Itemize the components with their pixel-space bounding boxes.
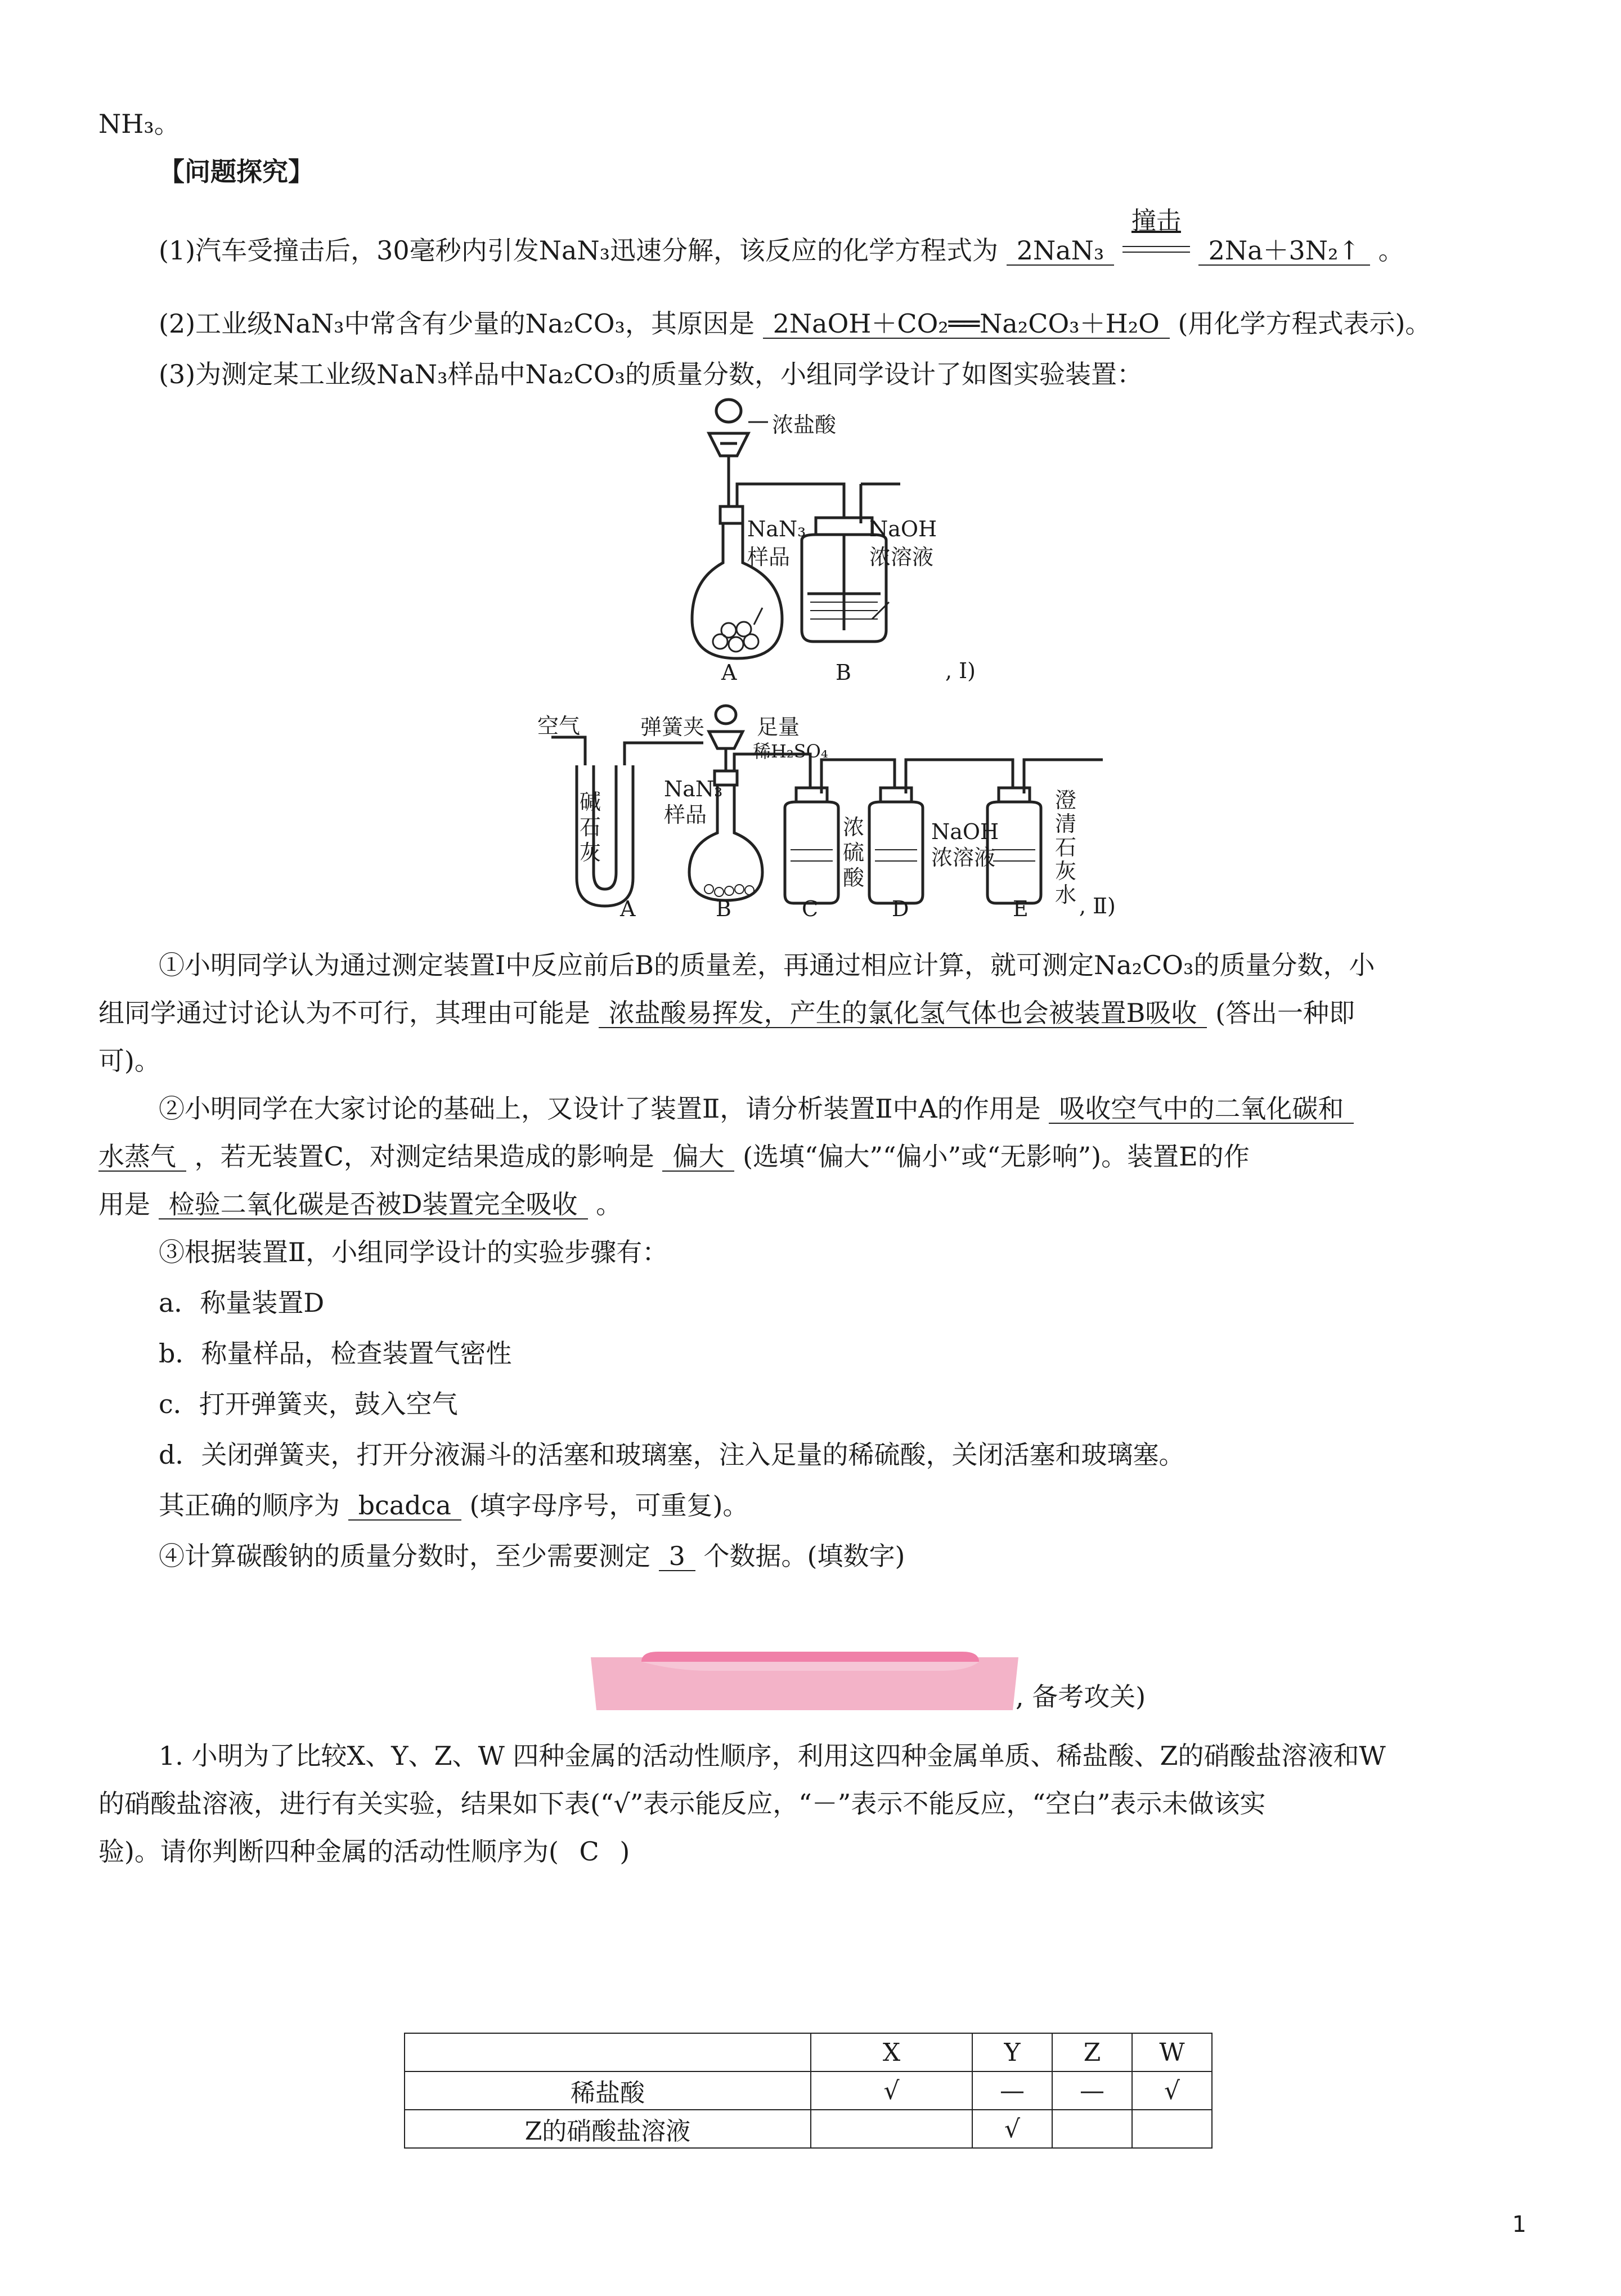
table-cell — [1052, 2110, 1132, 2148]
banner-text: , 备考攻关) — [1016, 1681, 1146, 1712]
fig2-limewater-4: 灰 — [1055, 859, 1077, 884]
table-row — [405, 2071, 1212, 2110]
sub3-step-c: c．打开弹簧夹，鼓入空气 — [159, 1389, 458, 1419]
sub2-line-3 — [98, 1187, 622, 1221]
page-number: 1 — [1512, 2212, 1526, 2237]
table-header-cell — [405, 2033, 811, 2071]
fig2-conc-sulfuric-2: 硫 — [843, 840, 865, 865]
fig2-sample-1: NaN₃ — [664, 777, 723, 801]
sub3-order-answer: bcadca — [348, 1491, 461, 1521]
fig2-label-e: E — [1013, 896, 1029, 921]
table-cell — [1132, 2110, 1212, 2148]
q1-condition-text: 撞击 — [1131, 207, 1181, 235]
sub2-answer-1-cont: 水蒸气 — [98, 1142, 186, 1172]
fig1-label-b: B — [836, 660, 851, 685]
q2-answer: 2NaOH＋CO₂══Na₂CO₃＋H₂O — [763, 310, 1170, 339]
question-2 — [159, 307, 1431, 340]
sub2-line3-suffix: 。 — [596, 1189, 622, 1219]
practice1-line-2: 的硝酸盐溶液，进行有关实验，结果如下表(“√”表示能反应，“－”表示不能反应，“空白”表示未做该实 — [98, 1788, 1266, 1819]
table-cell: — — [972, 2071, 1052, 2110]
fig2-acid-1: 足量 — [757, 715, 800, 739]
table-header-cell: Y — [972, 2033, 1052, 2071]
q2-prefix: (2)工业级NaN₃中常含有少量的Na₂CO₃，其原因是 — [159, 308, 755, 339]
table-header-cell: Z — [1052, 2033, 1132, 2071]
experiment-table — [404, 2033, 1213, 2149]
table-row — [405, 2110, 1212, 2148]
q1-condition — [1122, 207, 1190, 253]
sub3-order — [159, 1488, 748, 1522]
sub2-suffix: (选填“偏大”“偏小”或“无影响”)。装置E的作 — [743, 1141, 1250, 1172]
practice1-suffix: ) — [619, 1836, 630, 1867]
fig2-limewater-5: 水 — [1055, 882, 1077, 907]
sub2-mid: ，若无装置C，对测定结果造成的影响是 — [194, 1141, 654, 1172]
sub3-intro: ③根据装置Ⅱ，小组同学设计的实验步骤有： — [159, 1237, 668, 1267]
fig2-label-c: C — [802, 896, 819, 921]
fig2-label-d: D — [892, 896, 909, 921]
sub4-line — [159, 1539, 905, 1573]
sub2-line-1 — [159, 1092, 1354, 1125]
fig2-air: 空气 — [537, 714, 581, 738]
question-1 — [159, 207, 1404, 267]
fig2-acid-2: 稀H₂SO₄ — [753, 741, 828, 762]
q1-answer-right: 2Na＋3N₂↑ — [1198, 236, 1370, 266]
fig2-label-b: B — [716, 896, 731, 921]
sub2-line3-prefix: 用是 — [98, 1189, 150, 1219]
fig2-label-a: A — [620, 896, 636, 921]
sub1-prefix: 组同学通过讨论认为不可行，其理由可能是 — [98, 998, 590, 1028]
fig1-bottle-label-1: NaOH — [869, 517, 937, 541]
fig2-limewater-3: 石 — [1055, 835, 1077, 860]
sub3-order-suffix: (填字母序号，可重复)。 — [469, 1490, 749, 1521]
fig2-soda-lime-3: 灰 — [580, 840, 601, 865]
table-cell: √ — [972, 2110, 1052, 2148]
sub3-step-b: b．称量样品，检查装置气密性 — [159, 1338, 512, 1369]
sub1-suffix: (答出一种即 — [1215, 998, 1355, 1028]
q1-prefix: (1)汽车受撞击后，30毫秒内引发NaN₃迅速分解，该反应的化学方程式为 — [159, 235, 999, 266]
sub2-line-2 — [98, 1140, 1250, 1173]
fig2-naoh-1: NaOH — [931, 819, 999, 844]
table-header-row — [405, 2033, 1212, 2071]
fig2-soda-lime-1: 碱 — [580, 790, 601, 814]
practice1-line-3 — [98, 1835, 630, 1868]
practice1-prefix: 验)。请你判断四种金属的活动性顺序为( — [98, 1836, 559, 1867]
table-cell: Z的硝酸盐溶液 — [405, 2110, 811, 2148]
sub3-step-d: d．关闭弹簧夹，打开分液漏斗的活塞和玻璃塞，注入足量的稀硫酸，关闭活塞和玻璃塞。 — [159, 1440, 1185, 1470]
fig2-sample-2: 样品 — [664, 802, 707, 827]
fig2-limewater-2: 清 — [1055, 811, 1077, 836]
fig2-clip: 弹簧夹 — [640, 715, 705, 739]
fig1-sample-label-1: NaN₃ — [747, 517, 806, 541]
fig1-label-a: A — [721, 660, 737, 685]
sub4-suffix: 个数据。(填数字) — [703, 1541, 905, 1571]
fig2-conc-sulfuric-3: 酸 — [843, 866, 865, 890]
sub2-prefix: ②小明同学在大家讨论的基础上，又设计了装置Ⅱ，请分析装置Ⅱ中A的作用是 — [159, 1093, 1041, 1124]
fig2-naoh-2: 浓溶液 — [931, 845, 996, 870]
table-header-cell: W — [1132, 2033, 1212, 2071]
table-cell: — — [1052, 2071, 1132, 2110]
q1-answer-left: 2NaN₃ — [1007, 236, 1115, 266]
fig2-caption: , Ⅱ) — [1079, 894, 1116, 918]
sub1-line-3: 可)。 — [98, 1046, 160, 1076]
table-cell — [811, 2110, 972, 2148]
sub2-answer-3: 检验二氧化碳是否被D装置完全吸收 — [159, 1190, 588, 1219]
sub4-prefix: ④计算碳酸钠的质量分数时，至少需要测定 — [159, 1541, 650, 1571]
section-heading: 【问题探究】 — [159, 156, 314, 187]
question-3-intro: (3)为测定某工业级NaN₃样品中Na₂CO₃的质量分数，小组同学设计了如图实验装置： — [159, 359, 1143, 389]
sub1-answer: 浓盐酸易挥发，产生的氯化氢气体也会被装置B吸收 — [599, 999, 1207, 1028]
fig1-sample-label-2: 样品 — [747, 545, 791, 569]
practice1-answer: C — [579, 1836, 599, 1867]
sub1-line-1: ①小明同学认为通过测定装置Ⅰ中反应前后B的质量差，再通过相应计算，就可测定Na₂CO₃的质量分数，小 — [159, 950, 1375, 980]
q1-suffix: 。 — [1378, 235, 1404, 266]
sub2-answer-1: 吸收空气中的二氧化碳和 — [1049, 1095, 1354, 1124]
top-fragment: NH₃。 — [98, 109, 180, 139]
fig2-conc-sulfuric-1: 浓 — [843, 815, 865, 840]
fig1-reagent-top: 浓盐酸 — [772, 412, 837, 437]
table-cell: 稀盐酸 — [405, 2071, 811, 2110]
fig2-limewater-1: 澄 — [1055, 788, 1077, 813]
table-cell: √ — [1132, 2071, 1212, 2110]
sub2-answer-2: 偏大 — [662, 1142, 734, 1172]
fig1-bottle-label-2: 浓溶液 — [869, 545, 934, 569]
table-cell: √ — [811, 2071, 972, 2110]
fig2-soda-lime-2: 石 — [580, 815, 601, 840]
sub3-order-prefix: 其正确的顺序为 — [159, 1490, 340, 1521]
fig1-caption: , Ⅰ) — [945, 658, 976, 683]
section-banner — [591, 1652, 1018, 1710]
sub4-answer: 3 — [659, 1542, 695, 1571]
practice1-line-1: 1. 小明为了比较X、Y、Z、W 四种金属的活动性顺序，利用这四种金属单质、稀盐酸、Z的硝酸盐溶液和W — [159, 1741, 1386, 1771]
q2-suffix: (用化学方程式表示)。 — [1178, 308, 1431, 339]
sub1-line-2 — [98, 996, 1355, 1030]
table-header-cell: X — [811, 2033, 972, 2071]
sub3-step-a: a．称量装置D — [159, 1288, 325, 1318]
